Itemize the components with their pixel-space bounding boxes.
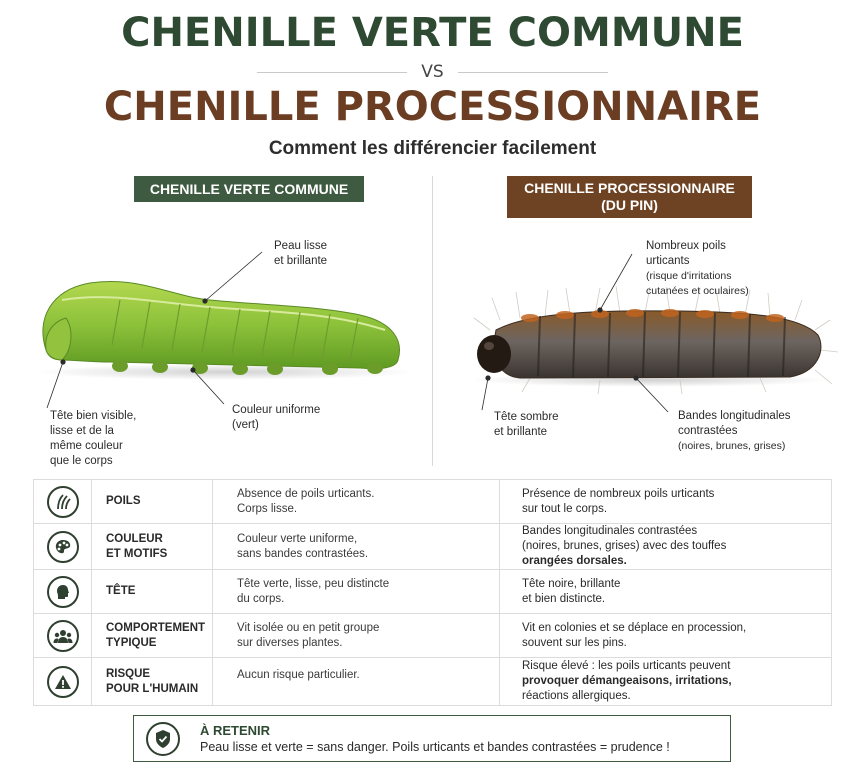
- table-cell-green: [213, 524, 500, 570]
- annotation-line: urticants: [646, 255, 690, 267]
- cell-line: Tête verte, lisse, peu distincte: [237, 577, 390, 590]
- cell-line: Présence de nombreux poils urticants: [522, 487, 715, 500]
- table-row-couleur: [34, 524, 832, 570]
- cell-line: Vit en colonies et se déplace en procession,: [522, 621, 747, 634]
- cell-line: réactions allergiques.: [522, 690, 631, 702]
- table-cell-processionary: [500, 614, 832, 658]
- cell-line: sans bandes contrastées.: [237, 547, 369, 560]
- table-label: [92, 658, 213, 706]
- badge-line: CHENILLE PROCESSIONNAIRE: [524, 180, 735, 196]
- annotation-smooth-skin: [274, 239, 327, 269]
- processionary-caterpillar: [470, 286, 838, 394]
- cell-line: Corps lisse.: [237, 502, 298, 515]
- table-label: [92, 570, 213, 614]
- table-cell-green: [213, 614, 500, 658]
- table-row-tete: [34, 570, 832, 614]
- group-icon: [47, 620, 79, 652]
- label-line: ET MOTIFS: [106, 547, 168, 560]
- warning-icon: [47, 666, 79, 698]
- palette-icon: [47, 531, 79, 563]
- annotation-note: cutanées et oculaires): [646, 285, 749, 297]
- table-row-poils: [34, 480, 832, 524]
- cell-line: Aucun risque particulier.: [237, 669, 360, 681]
- annotation-line: Tête bien visible,: [50, 410, 137, 422]
- annotation-uniform-color: [232, 403, 320, 433]
- cell-line: orangées dorsales.: [522, 555, 627, 567]
- table-cell-green: [213, 658, 500, 706]
- label-line: TYPIQUE: [106, 636, 157, 649]
- retenir-title: À RETENIR: [200, 723, 271, 738]
- annotation-line: (vert): [232, 419, 259, 431]
- cell-line: sur diverses plantes.: [237, 636, 343, 649]
- badge-line: (DU PIN): [601, 197, 658, 213]
- cell-line: sur tout le corps.: [522, 502, 608, 515]
- hair-icon: [47, 486, 79, 518]
- table-cell-green: [213, 480, 500, 524]
- label-line: POILS: [106, 495, 141, 507]
- annotation-line: Bandes longitudinales: [678, 410, 791, 422]
- cell-line: Risque élevé : les poils urticants peuvent: [522, 660, 731, 672]
- cell-line: Vit isolée ou en petit groupe: [237, 621, 380, 634]
- table-cell-processionary: [500, 658, 832, 706]
- shield-check-icon: [146, 722, 180, 756]
- annotation-line: et brillante: [494, 426, 548, 438]
- label-line: TÊTE: [106, 585, 136, 597]
- annotation-note: (risque d'irritations: [646, 270, 732, 282]
- annotation-line: contrastées: [678, 425, 738, 437]
- cell-line: provoquer démangeaisons, irritations,: [522, 675, 732, 687]
- annotation-line: même couleur: [50, 440, 123, 452]
- cell-line: Tête noire, brillante: [522, 577, 621, 590]
- cell-line: et bien distincte.: [522, 592, 606, 605]
- table-icon-cell: [34, 658, 92, 706]
- table-cell-processionary: [500, 570, 832, 614]
- annotation-stinging-hairs: [646, 239, 749, 299]
- annotation-dark-head: [494, 410, 559, 440]
- annotation-line: et brillante: [274, 255, 328, 267]
- retenir-box: [133, 715, 731, 762]
- annotation-line: Nombreux poils: [646, 240, 726, 252]
- table-icon-cell: [34, 480, 92, 524]
- table-label: [92, 524, 213, 570]
- annotation-note: (noires, brunes, grises): [678, 440, 786, 452]
- badge-green-caterpillar: CHENILLE VERTE COMMUNE: [134, 176, 364, 202]
- label-line: POUR L'HUMAIN: [106, 682, 199, 695]
- annotation-line: Couleur uniforme: [232, 404, 321, 416]
- vs-label: VS: [421, 62, 444, 82]
- annotation-line: Peau lisse: [274, 240, 328, 252]
- cell-line: Bandes longitudinales contrastées: [522, 525, 698, 537]
- annotation-visible-head: [50, 409, 136, 469]
- cell-line: souvent sur les pins.: [522, 636, 627, 649]
- cell-line: Couleur verte uniforme,: [237, 532, 358, 545]
- label-line: COMPORTEMENT: [106, 621, 206, 634]
- table-row-comportement: [34, 614, 832, 658]
- annotation-line: lisse et de la: [50, 425, 114, 437]
- retenir-text: Peau lisse et verte = sans danger. Poils urticants et bandes contrastées = prudence !: [200, 740, 670, 754]
- table-icon-cell: [34, 524, 92, 570]
- table-label: [92, 614, 213, 658]
- table-row-risque: [34, 658, 832, 706]
- cell-line: (noires, brunes, grises) avec des touffes: [522, 540, 727, 552]
- label-line: RISQUE: [106, 667, 151, 680]
- head-icon: [47, 576, 79, 608]
- cell-line: du corps.: [237, 592, 285, 605]
- subtitle: Comment les différencier facilement: [268, 138, 597, 159]
- table-cell-green: [213, 570, 500, 614]
- label-line: COULEUR: [106, 532, 163, 545]
- table-icon-cell: [34, 614, 92, 658]
- title-processionary-caterpillar: CHENILLE PROCESSIONNAIRE: [103, 84, 762, 130]
- green-caterpillar: [35, 282, 415, 380]
- table-label: [92, 480, 213, 524]
- annotation-line: que le corps: [50, 455, 113, 467]
- table-cell-processionary: [500, 524, 832, 570]
- comparison-table: [33, 479, 832, 706]
- title-green-caterpillar: CHENILLE VERTE COMMUNE: [121, 10, 744, 56]
- table-icon-cell: [34, 570, 92, 614]
- table-cell-processionary: [500, 480, 832, 524]
- annotation-contrasted-bands: [678, 409, 791, 454]
- cell-line: Absence de poils urticants.: [237, 487, 375, 500]
- annotation-line: Tête sombre: [494, 411, 559, 423]
